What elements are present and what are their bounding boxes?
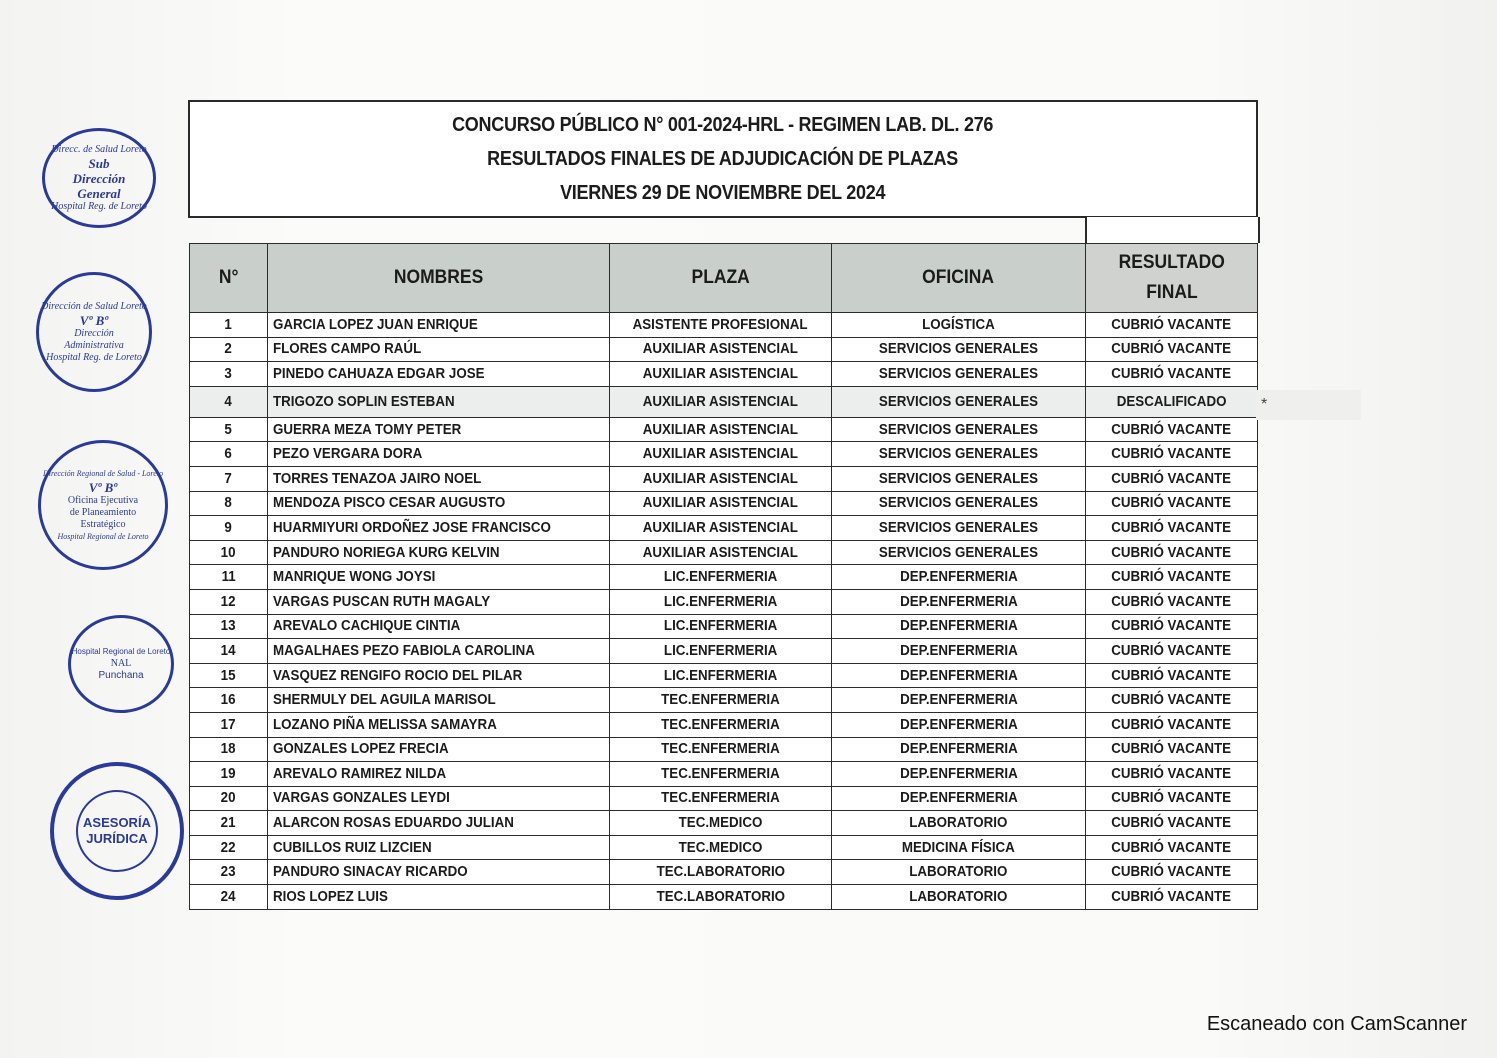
cell-nombre: MANRIQUE WONG JOYSI [268,565,610,590]
cell-oficina: MEDICINA FÍSICA [832,835,1086,860]
stamp-ring-bottom: Hospital Reg. de Loreto [51,200,147,212]
cell-oficina: DEP.ENFERMERIA [832,589,1086,614]
stamp-ring-top: Direcc. de Salud Loreto [51,143,147,155]
cell-number: 10 [190,540,268,565]
cell-plaza: LIC.ENFERMERIA [610,639,832,664]
cell-number: 6 [190,442,268,467]
stamp-center-line: Dirección [74,327,114,339]
table-row [190,442,1258,467]
stamp-ring-top: Hospital Regional de Loreto [71,647,171,656]
table-row [190,860,1258,885]
cell-resultado: CUBRIÓ VACANTE [1086,860,1258,885]
cell-plaza: TEC.ENFERMERIA [610,762,832,787]
cell-oficina: SERVICIOS GENERALES [832,386,1086,417]
table-row [190,362,1258,387]
header-plaza: PLAZA [610,244,832,313]
cell-nombre: FLORES CAMPO RAÚL [268,337,610,362]
stamp-ring-top: Dirección de Salud Loreto [41,300,147,312]
cell-number: 3 [190,362,268,387]
cell-resultado: CUBRIÓ VACANTE [1086,786,1258,811]
cell-oficina: SERVICIOS GENERALES [832,466,1086,491]
cell-nombre: VARGAS PUSCAN RUTH MAGALY [268,589,610,614]
cell-resultado: CUBRIÓ VACANTE [1086,362,1258,387]
table-row [190,712,1258,737]
cell-number: 2 [190,337,268,362]
cell-number: 11 [190,565,268,590]
table-row [190,688,1258,713]
cell-nombre: CUBILLOS RUIZ LIZCIEN [268,835,610,860]
cell-number: 19 [190,762,268,787]
stamp-inner-ring [76,790,158,872]
cell-plaza: LIC.ENFERMERIA [610,614,832,639]
cell-number: 12 [190,589,268,614]
cell-number: 14 [190,639,268,664]
cell-number: 21 [190,811,268,836]
results-table [189,243,1258,910]
cell-resultado: CUBRIÓ VACANTE [1086,835,1258,860]
cell-plaza: TEC.ENFERMERIA [610,712,832,737]
cell-oficina: SERVICIOS GENERALES [832,540,1086,565]
cell-oficina: LABORATORIO [832,860,1086,885]
cell-number: 16 [190,688,268,713]
table-row [190,811,1258,836]
cell-number: 5 [190,417,268,442]
stamp-vobo-direccion-administrativa [36,272,152,392]
cell-nombre: MENDOZA PISCO CESAR AUGUSTO [268,491,610,516]
cell-resultado: DESCALIFICADO [1086,386,1258,417]
cell-resultado: CUBRIÓ VACANTE [1086,688,1258,713]
cell-nombre: GUERRA MEZA TOMY PETER [268,417,610,442]
stamp-ring-bottom: Hospital Reg. de Loreto [46,351,142,363]
header-oficina: OFICINA [832,244,1086,313]
stamp-ring-bottom: Hospital Regional de Loreto [57,531,149,541]
cell-resultado: CUBRIÓ VACANTE [1086,589,1258,614]
stamp-center-line: Dirección [72,170,126,186]
cell-nombre: PANDURO NORIEGA KURG KELVIN [268,540,610,565]
table-row [190,639,1258,664]
table-row [190,885,1258,910]
cell-nombre: TORRES TENAZOA JAIRO NOEL [268,466,610,491]
table-row [190,540,1258,565]
table-row [190,762,1258,787]
cell-nombre: GARCIA LOPEZ JUAN ENRIQUE [268,313,610,338]
stamp-ring-top: Dirección Regional de Salud - Loreto [42,468,164,478]
table-row [190,663,1258,688]
cell-oficina: DEP.ENFERMERIA [832,786,1086,811]
disqualified-row-shading [1256,390,1361,420]
cell-oficina: LABORATORIO [832,885,1086,910]
cell-oficina: DEP.ENFERMERIA [832,639,1086,664]
table-row [190,835,1258,860]
table-row [190,589,1258,614]
cell-nombre: GONZALES LOPEZ FRECIA [268,737,610,762]
disqualified-note-asterisk: * [1261,396,1268,413]
cell-plaza: LIC.ENFERMERIA [610,663,832,688]
cell-resultado: CUBRIÓ VACANTE [1086,614,1258,639]
cell-plaza: AUXILIAR ASISTENCIAL [610,442,832,467]
cell-oficina: DEP.ENFERMERIA [832,712,1086,737]
stamp-oficina-planeamiento [38,440,168,570]
cell-resultado: CUBRIÓ VACANTE [1086,313,1258,338]
cell-number: 7 [190,466,268,491]
stamp-center-line: Vº Bº [79,312,109,328]
cell-oficina: LOGÍSTICA [832,313,1086,338]
cell-resultado: CUBRIÓ VACANTE [1086,762,1258,787]
cell-oficina: SERVICIOS GENERALES [832,337,1086,362]
cell-plaza: AUXILIAR ASISTENCIAL [610,466,832,491]
cell-resultado: CUBRIÓ VACANTE [1086,663,1258,688]
cell-oficina: SERVICIOS GENERALES [832,442,1086,467]
cell-resultado: CUBRIÓ VACANTE [1086,737,1258,762]
cell-nombre: AREVALO RAMIREZ NILDA [268,762,610,787]
cell-number: 22 [190,835,268,860]
table-row [190,417,1258,442]
cell-nombre: ALARCON ROSAS EDUARDO JULIAN [268,811,610,836]
cell-plaza: LIC.ENFERMERIA [610,565,832,590]
cell-oficina: DEP.ENFERMERIA [832,762,1086,787]
table-header-row [190,244,1258,313]
cell-nombre: PEZO VERGARA DORA [268,442,610,467]
cell-plaza: AUXILIAR ASISTENCIAL [610,491,832,516]
cell-oficina: DEP.ENFERMERIA [832,663,1086,688]
cell-plaza: TEC.ENFERMERIA [610,688,832,713]
table-row [190,466,1258,491]
cell-nombre: SHERMULY DEL AGUILA MARISOL [268,688,610,713]
cell-nombre: PANDURO SINACAY RICARDO [268,860,610,885]
cell-oficina: SERVICIOS GENERALES [832,417,1086,442]
stamp-center-line: Oficina Ejecutiva [67,494,139,506]
cell-number: 8 [190,491,268,516]
table-row [190,516,1258,541]
cell-oficina: DEP.ENFERMERIA [832,565,1086,590]
header-spacer-cell [1085,217,1260,243]
stamp-asesoria-juridica [50,762,184,900]
cell-plaza: TEC.ENFERMERIA [610,737,832,762]
cell-plaza: AUXILIAR ASISTENCIAL [610,516,832,541]
cell-number: 17 [190,712,268,737]
table-row [190,614,1258,639]
cell-oficina: LABORATORIO [832,811,1086,836]
cell-resultado: CUBRIÓ VACANTE [1086,417,1258,442]
cell-number: 20 [190,786,268,811]
cell-resultado: CUBRIÓ VACANTE [1086,540,1258,565]
cell-nombre: TRIGOZO SOPLIN ESTEBAN [268,386,610,417]
cell-plaza: TEC.ENFERMERIA [610,786,832,811]
stamp-center-line: General [77,185,121,201]
table-row [190,386,1258,417]
header-num: N° [190,244,268,313]
cell-resultado: CUBRIÓ VACANTE [1086,442,1258,467]
cell-resultado: CUBRIÓ VACANTE [1086,337,1258,362]
cell-plaza: TEC.LABORATORIO [610,885,832,910]
cell-plaza: LIC.ENFERMERIA [610,589,832,614]
cell-nombre: LOZANO PIÑA MELISSA SAMAYRA [268,712,610,737]
stamp-ring-bottom: Punchana [98,670,144,681]
cell-oficina: SERVICIOS GENERALES [832,516,1086,541]
cell-oficina: SERVICIOS GENERALES [832,491,1086,516]
cell-resultado: CUBRIÓ VACANTE [1086,516,1258,541]
stamp-center-line: ASESORÍA [83,815,151,830]
cell-resultado: CUBRIÓ VACANTE [1086,885,1258,910]
cell-nombre: AREVALO CACHIQUE CINTIA [268,614,610,639]
cell-resultado: CUBRIÓ VACANTE [1086,811,1258,836]
table-row [190,786,1258,811]
cell-oficina: DEP.ENFERMERIA [832,688,1086,713]
stamp-center-line: de Planeamiento [69,506,137,518]
cell-plaza: TEC.MEDICO [610,835,832,860]
cell-plaza: TEC.LABORATORIO [610,860,832,885]
cell-oficina: SERVICIOS GENERALES [832,362,1086,387]
cell-resultado: CUBRIÓ VACANTE [1086,466,1258,491]
cell-number: 24 [190,885,268,910]
stamp-center-line: JURÍDICA [86,831,148,846]
document-title-block [188,100,1258,218]
table-row [190,737,1258,762]
table-row [190,491,1258,516]
stamp-center-line: NAL [110,658,132,669]
camscanner-watermark: Escaneado con CamScanner [1206,1013,1467,1035]
cell-plaza: AUXILIAR ASISTENCIAL [610,417,832,442]
cell-plaza: AUXILIAR ASISTENCIAL [610,386,832,417]
table-row [190,313,1258,338]
cell-resultado: CUBRIÓ VACANTE [1086,712,1258,737]
cell-resultado: CUBRIÓ VACANTE [1086,565,1258,590]
table-row [190,337,1258,362]
cell-resultado: CUBRIÓ VACANTE [1086,639,1258,664]
title-resultados: RESULTADOS FINALES DE ADJUDICACIÓN DE PLAZAS [487,148,959,170]
cell-plaza: AUXILIAR ASISTENCIAL [610,362,832,387]
cell-nombre: RIOS LOPEZ LUIS [268,885,610,910]
cell-number: 13 [190,614,268,639]
cell-nombre: PINEDO CAHUAZA EDGAR JOSE [268,362,610,387]
table-row [190,565,1258,590]
stamp-center-line: Estratégico [80,518,126,530]
cell-nombre: VARGAS GONZALES LEYDI [268,786,610,811]
cell-oficina: DEP.ENFERMERIA [832,737,1086,762]
cell-number: 9 [190,516,268,541]
cell-number: 18 [190,737,268,762]
stamp-center-line: Sub [88,155,110,171]
title-concurso: CONCURSO PÚBLICO N° 001-2024-HRL - REGIMEN LAB. DL. 276 [452,114,994,136]
stamp-hospital-punchana [68,615,174,713]
cell-number: 4 [190,386,268,417]
cell-plaza: AUXILIAR ASISTENCIAL [610,337,832,362]
cell-plaza: AUXILIAR ASISTENCIAL [610,540,832,565]
cell-number: 23 [190,860,268,885]
cell-oficina: DEP.ENFERMERIA [832,614,1086,639]
cell-resultado: CUBRIÓ VACANTE [1086,491,1258,516]
cell-number: 1 [190,313,268,338]
cell-number: 15 [190,663,268,688]
cell-nombre: MAGALHAES PEZO FABIOLA CAROLINA [268,639,610,664]
stamp-sub-direccion-general [42,128,156,228]
stamp-center-line: Vº Bº [88,479,118,495]
title-fecha: VIERNES 29 DE NOVIEMBRE DEL 2024 [560,182,886,204]
cell-nombre: HUARMIYURI ORDOÑEZ JOSE FRANCISCO [268,516,610,541]
cell-plaza: TEC.MEDICO [610,811,832,836]
cell-nombre: VASQUEZ RENGIFO ROCIO DEL PILAR [268,663,610,688]
cell-plaza: ASISTENTE PROFESIONAL [610,313,832,338]
stamp-center-line: Administrativa [64,339,124,351]
header-nombres: NOMBRES [268,244,610,313]
header-resultado-final: RESULTADO FINAL [1086,244,1258,313]
